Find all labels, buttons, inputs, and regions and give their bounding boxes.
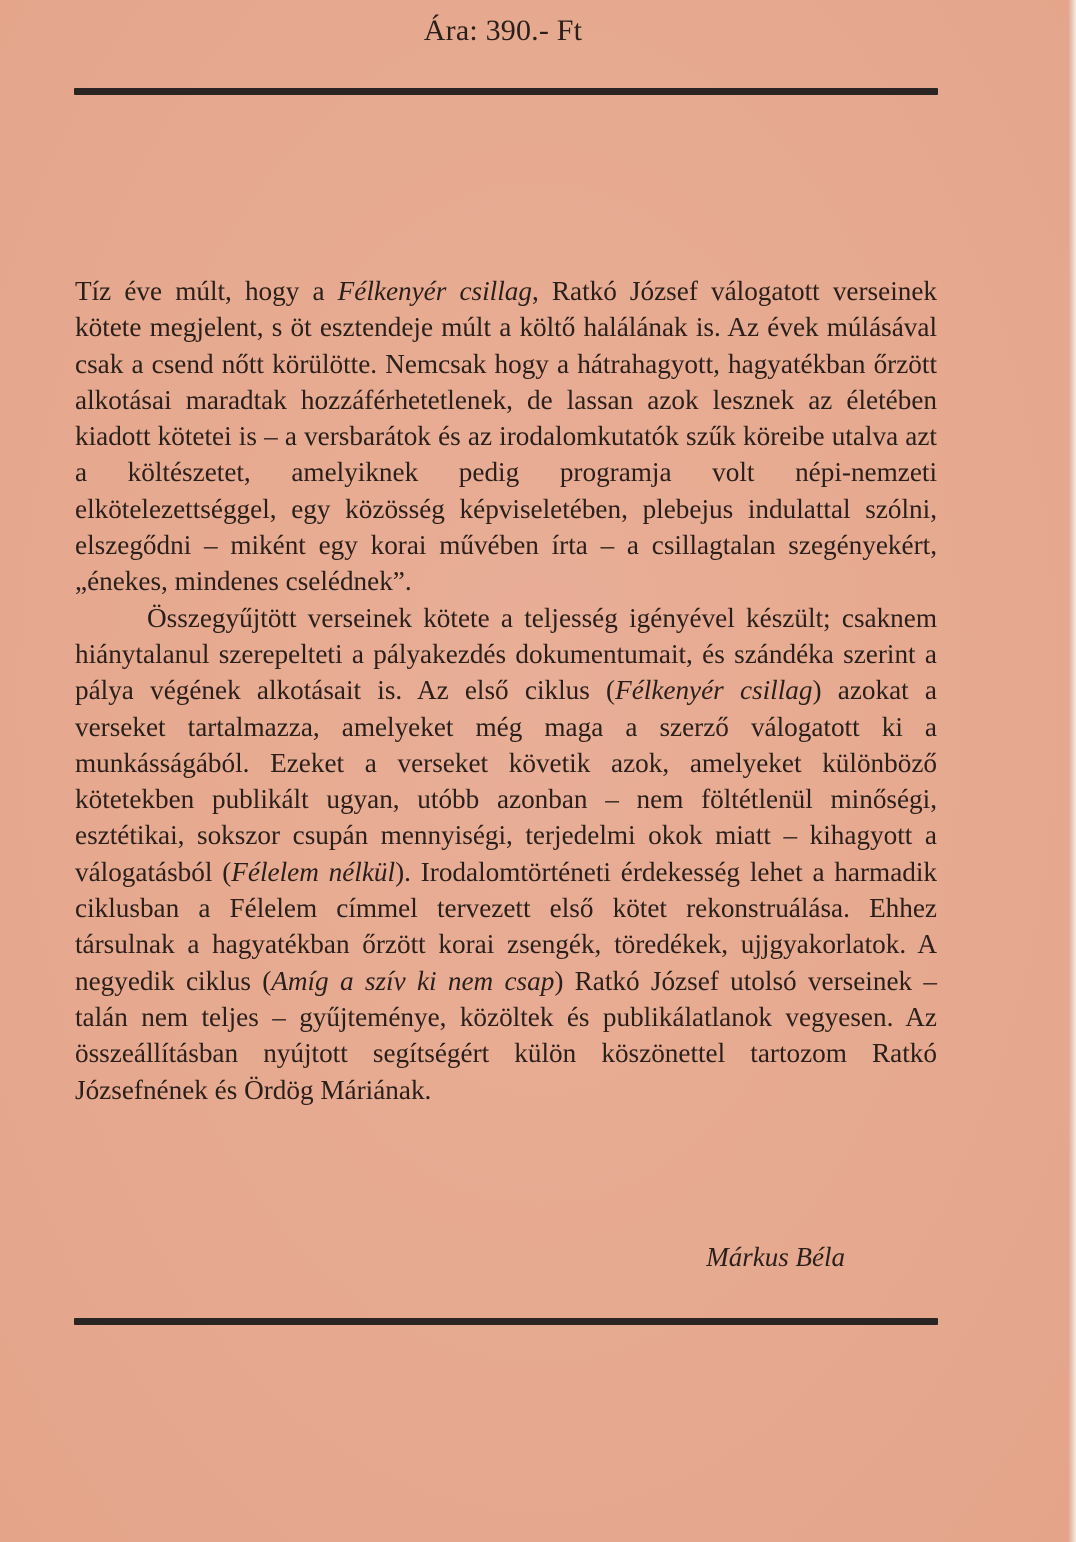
bottom-divider	[74, 1318, 938, 1325]
author-signature: Márkus Béla	[706, 1242, 845, 1272]
cycle-title: Félkenyér csillag	[615, 675, 813, 706]
top-divider	[74, 88, 938, 95]
text-run: ) Ratkó József utolsó verseinek – talán nem teljes – gyűjteménye, közöltek és publikálatlanok vegyesen. Az összeállításban nyújtott segítségért külön köszönettel tartozom Ratkó Józsefnének és Ördög Máriának.	[75, 965, 938, 1105]
text-run: , Ratkó József válogatott verseinek kötete megjelent, s öt esztendeje múlt a költő halálának is. Az évek múlásával csak a csend nőtt körülötte. Nemcsak hogy a hátrahagyott, hagyatékban őrzött alkotásai maradtak hozzáférhetetlenek, de lassan azok lesznek az életében kiadott kötetei is – a versbarátok és az irodalomkutatók szűk köreibe utalva azt a költészetet, amelyiknek pedig programja volt népi-nemzeti elkötelezettséggel, egy közösség képviseletében, plebejus indulattal szólni, elszegődni – miként egy korai művében írta – a csillagtalan szegényekért, „énekes, mindenes cselédnek”.	[75, 276, 938, 597]
text-run: ). Irodalomtörténeti érdekesség lehet a harmadik ciklusban a Félelem címmel tervezett első kötet rekonstruálása. Ehhez társulnak a hagyatékban őrzött korai zsengék, töredékek, ujjgyakorlatok. A negyedik ciklus (	[75, 856, 938, 996]
text-run: Tíz éve múlt, hogy a	[75, 276, 338, 306]
blurb-paragraph-2	[75, 600, 937, 1108]
page-edge	[1068, 0, 1076, 1542]
cycle-title: Amíg a szív ki nem csap	[271, 965, 555, 996]
book-title: Félkenyér csillag	[337, 276, 532, 306]
price-label: Ára: 390.- Ft	[423, 14, 583, 47]
text-run: ) azokat a verseket tartalmazza, amelyeket még maga a szerző válogatott ki a munkásságából. Ezeket a verseket követik azok, amelyeket különböző kötetekben publikált ugyan, utóbb azonban – nem föltétlenül minőségi, esztétikai, sokszor csupán mennyiségi, terjedelmi okok miatt – kihagyott a válogatásból (	[75, 675, 937, 887]
text-run: Összegyűjtött verseinek kötete a teljesség igényével készült; csaknem hiánytalanul szerepelteti a pályakezdés dokumentumait, és szándéka szerint a pálya végének alkotásait is. Az első ciklus (	[75, 602, 937, 706]
blurb-text	[75, 273, 937, 1108]
blurb-paragraph-1	[75, 273, 937, 600]
cycle-title: Félelem nélkül	[231, 856, 396, 887]
